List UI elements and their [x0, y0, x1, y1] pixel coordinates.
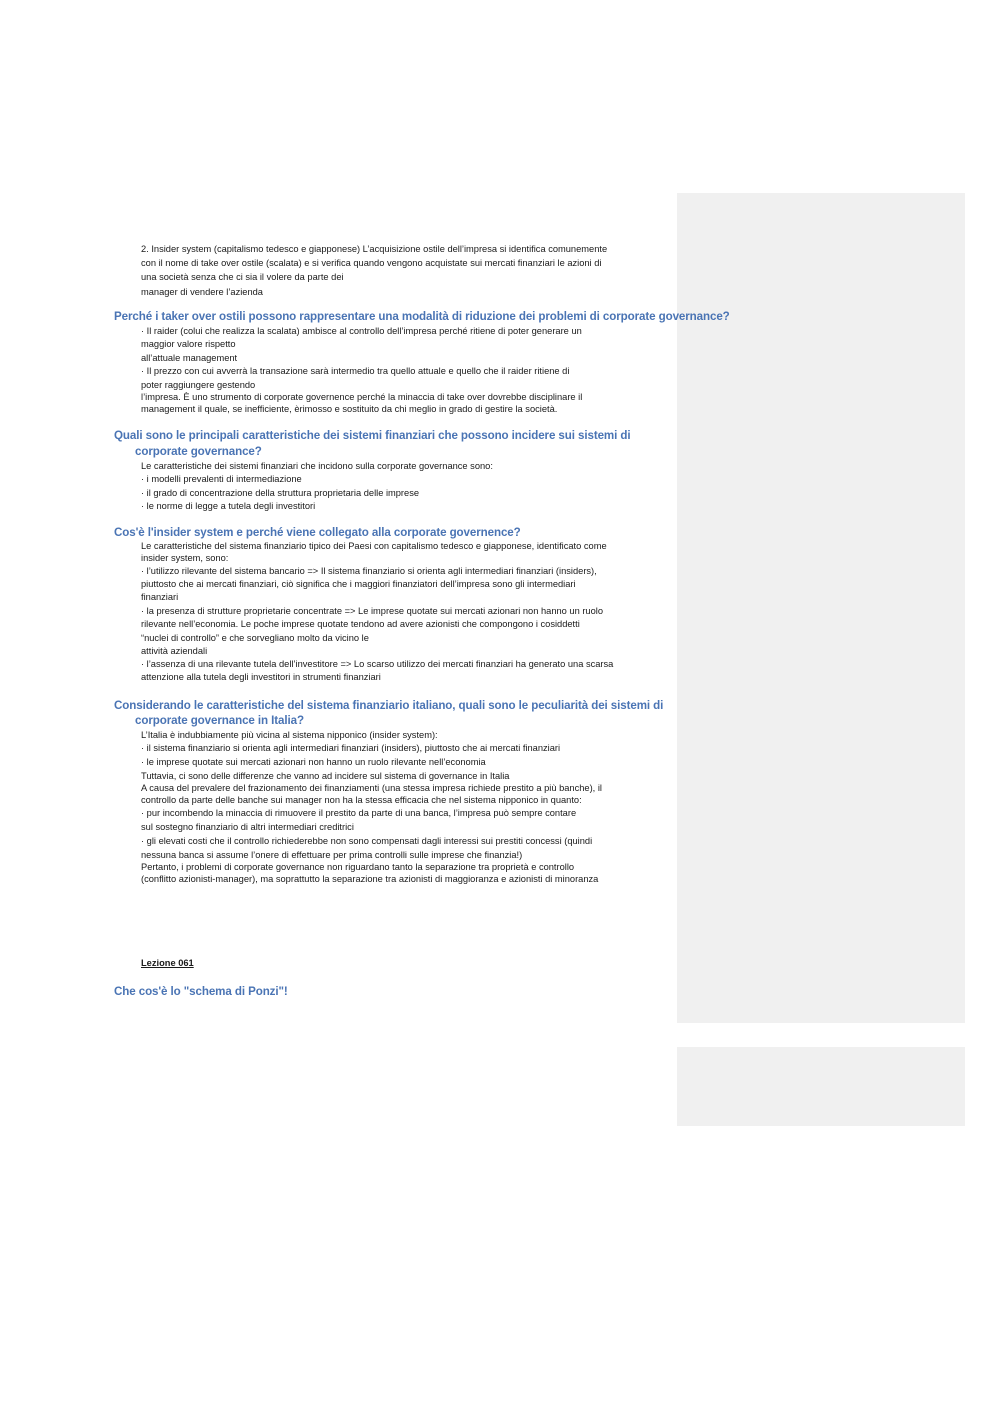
body-line: · pur incombendo la minaccia di rimuovere il prestito da parte di una banca, l’impresa può sempre contare: [141, 808, 577, 818]
body-line: · gli elevati costi che il controllo richiederebbe non sono compensati dagli interessi sui prestiti concessi (quindi: [141, 836, 593, 846]
body-line: “nuclei di controllo” e che sorvegliano molto da vicino le: [141, 633, 369, 643]
comment-pane-lower: [677, 1047, 965, 1126]
body-line: · il grado di concentrazione della struttura proprietaria delle imprese: [141, 488, 420, 498]
section-heading: Cos'è l'insider system e perché viene collegato alla corporate governence?: [114, 526, 521, 539]
body-line: nessuna banca si assume l’onere di effettuare per prima controlli sulle imprese che finanzia!): [141, 850, 523, 860]
section-heading: Quali sono le principali caratteristiche dei sistemi finanziari che possono incidere sui sistemi di: [114, 429, 631, 442]
body-line: maggior valore rispetto: [141, 339, 236, 349]
body-line: una società senza che ci sia il volere da parte dei: [141, 272, 344, 282]
section-heading-continued: corporate governance in Italia?: [135, 714, 304, 727]
body-line: L’Italia è indubbiamente più vicina al sistema nipponico (insider system):: [141, 730, 438, 740]
section-heading: Considerando le caratteristiche del sistema finanziario italiano, quali sono le peculiarità dei sistemi di: [114, 699, 664, 712]
body-line: Tuttavia, ci sono delle differenze che vanno ad incidere sul sistema di governance in Italia: [141, 771, 510, 781]
body-line: Pertanto, i problemi di corporate governance non riguardano tanto la separazione tra proprietà e controllo: [141, 862, 575, 872]
body-line: manager di vendere l’azienda: [141, 287, 263, 297]
body-line: · i modelli prevalenti di intermediazione: [141, 474, 302, 484]
body-line: l’impresa. È uno strumento di corporate governence perché la minaccia di take over dovrebbe disciplinare il: [141, 392, 583, 402]
body-line: sul sostegno finanziario di altri intermediari creditrici: [141, 822, 354, 832]
body-line: con il nome di take over ostile (scalata) e si verifica quando vengono acquistate sui mercati finanziari le azioni di: [141, 258, 602, 268]
body-line: rilevante nell’economia. Le poche imprese quotate tendono ad avere azionisti che compongono i cosiddetti: [141, 619, 580, 629]
body-line: attenzione alla tutela degli investitori in strumenti finanziari: [141, 672, 381, 682]
body-line: management il quale, se inefficiente, èrimosso e sostituito da chi meglio in grado di gestire la società.: [141, 404, 558, 414]
section-heading: Perché i taker over ostili possono rappresentare una modalità di riduzione dei problemi di corporate governance?: [114, 310, 730, 323]
body-line: insider system, sono:: [141, 553, 229, 563]
final-heading: Che cos'è lo "schema di Ponzi"!: [114, 985, 288, 998]
body-line: Le caratteristiche del sistema finanziario tipico dei Paesi con capitalismo tedesco e giapponese, identificato come: [141, 541, 607, 551]
body-line: · l’assenza di una rilevante tutela dell’investitore => Lo scarso utilizzo dei mercati finanziari ha generato una scarsa: [141, 659, 614, 669]
body-line: · le imprese quotate sui mercati azionari non hanno un ruolo rilevante nell’economia: [141, 757, 486, 767]
body-line: attività aziendali: [141, 646, 208, 656]
body-line: finanziari: [141, 592, 179, 602]
body-line: · Il prezzo con cui avverrà la transazione sarà intermedio tra quello attuale e quello che il raider ritiene di: [141, 366, 570, 376]
section-heading-continued: corporate governance?: [135, 445, 262, 458]
lesson-label: Lezione 061: [141, 958, 194, 968]
body-line: · la presenza di strutture proprietarie concentrate => Le imprese quotate sui mercati azionari non hanno un ruolo: [141, 606, 604, 616]
body-line: poter raggiungere gestendo: [141, 380, 256, 390]
body-line: A causa del prevalere del frazionamento dei finanziamenti (una stessa impresa richiede prestito a più banche), il: [141, 783, 602, 793]
body-line: · il sistema finanziario si orienta agli intermediari finanziari (insiders), piuttosto che ai mercati finanziari: [141, 743, 561, 753]
body-line: 2. Insider system (capitalismo tedesco e giapponese) L’acquisizione ostile dell’impresa si identifica comunemente: [141, 244, 608, 254]
body-line: piuttosto che ai mercati finanziari, ciò significa che i maggiori finanziatori dell’impresa sono gli intermediari: [141, 579, 576, 589]
body-line: · l’utilizzo rilevante del sistema bancario => Il sistema finanziario si orienta agli intermediari finanziari (insiders),: [141, 566, 597, 576]
body-line: Le caratteristiche dei sistemi finanziari che incidono sulla corporate governance sono:: [141, 461, 493, 471]
body-line: · le norme di legge a tutela degli investitori: [141, 501, 316, 511]
body-line: controllo da parte delle banche sui manager non ha la stessa efficacia che nel sistema nipponico in quanto:: [141, 795, 582, 805]
body-line: · Il raider (colui che realizza la scalata) ambisce al controllo dell’impresa perché ritiene di poter generare un: [141, 326, 582, 336]
body-line: (conflitto azionisti-manager), ma soprattutto la separazione tra azionisti di maggioranza e azionisti di minoranza: [141, 874, 599, 884]
body-line: all’attuale management: [141, 353, 238, 363]
